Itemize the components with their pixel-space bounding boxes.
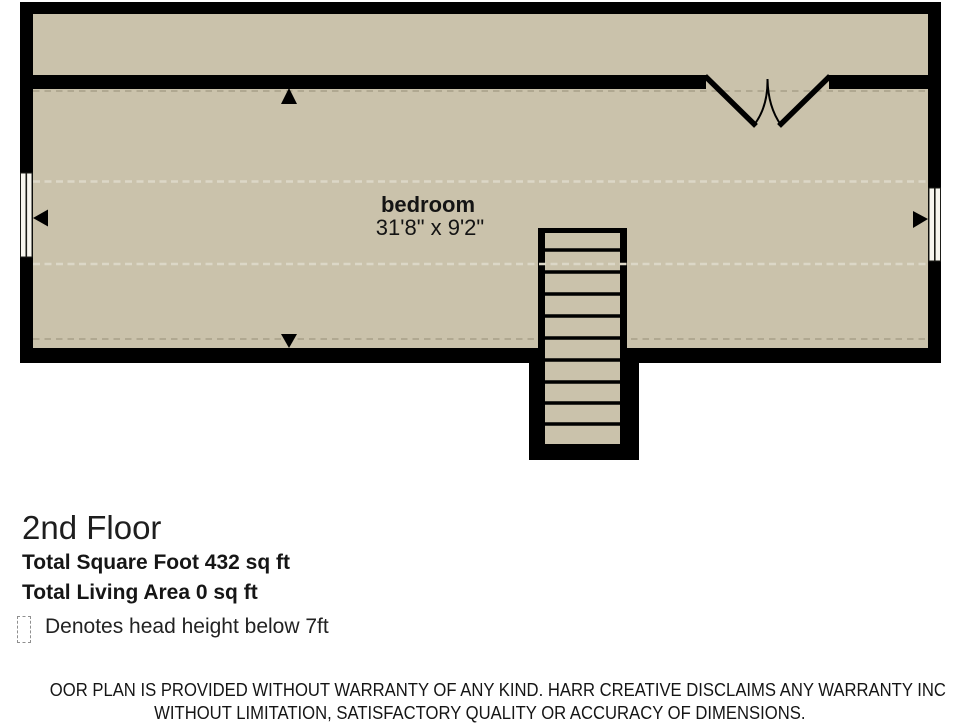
room-dimensions: 31'8" x 9'2" (375, 215, 485, 240)
window-left (21, 173, 33, 257)
total-living-area: Total Living Area 0 sq ft (22, 581, 258, 604)
head-height-legend-label: Denotes head height below 7ft (45, 615, 329, 638)
disclaimer-line-2: WITHOUT LIMITATION, SATISFACTORY QUALITY OR ACCURACY OF DIMENSIONS. (154, 702, 806, 723)
disclaimer-line-1: OOR PLAN IS PROVIDED WITHOUT WARRANTY OF ANY KIND. HARR CREATIVE DISCLAIMS ANY WARRANTY INC (49, 679, 946, 700)
eave-strip-area (33, 14, 928, 75)
floor-title: 2nd Floor (22, 509, 162, 546)
room-label: bedroom (380, 192, 476, 217)
total-square-foot: Total Square Foot 432 sq ft (22, 551, 290, 574)
head-height-legend-swatch (17, 616, 31, 643)
window-right (929, 188, 941, 261)
